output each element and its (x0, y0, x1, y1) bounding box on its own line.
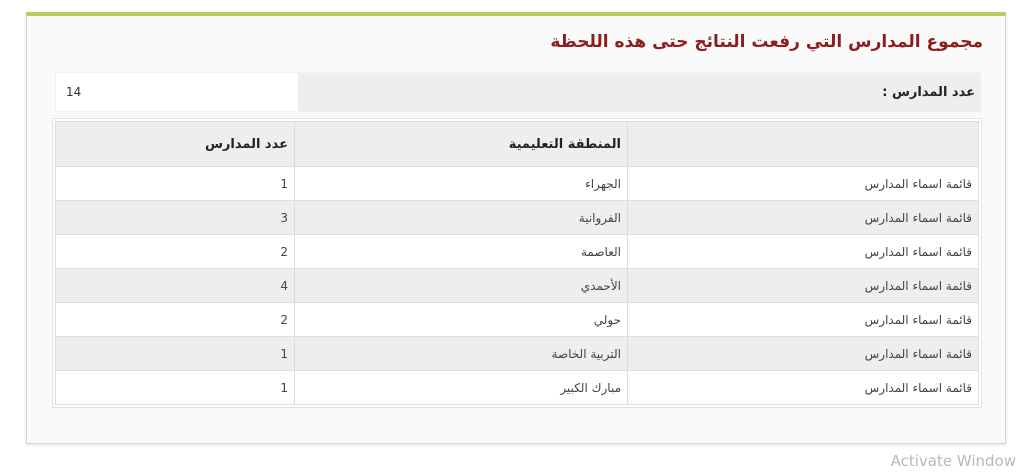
activate-windows-watermark: Activate Window (890, 452, 1016, 470)
count-cell: 4 (56, 269, 295, 303)
summary-value: 14 (55, 72, 299, 112)
school-list-link[interactable]: قائمة اسماء المدارس (628, 235, 979, 269)
table-row (56, 337, 979, 371)
region-cell: العاصمة (295, 235, 628, 269)
table-row (56, 201, 979, 235)
region-cell: الجهراء (295, 167, 628, 201)
region-cell: التربية الخاصة (295, 337, 628, 371)
school-list-link[interactable]: قائمة اسماء المدارس (628, 269, 979, 303)
table-row (56, 269, 979, 303)
count-cell: 3 (56, 201, 295, 235)
table-row (56, 371, 979, 405)
school-list-link[interactable]: قائمة اسماء المدارس (628, 337, 979, 371)
count-cell: 2 (56, 303, 295, 337)
region-cell: الأحمدي (295, 269, 628, 303)
header-region-column: المنطقة التعليمية (295, 122, 628, 167)
region-cell: الفروانية (295, 201, 628, 235)
table-row (56, 235, 979, 269)
results-table-container (52, 118, 982, 408)
results-panel (26, 12, 1006, 444)
school-list-link[interactable]: قائمة اسماء المدارس (628, 371, 979, 405)
count-cell: 1 (56, 371, 295, 405)
header-count-column: عدد المدارس (56, 122, 295, 167)
results-table (55, 121, 979, 405)
count-cell: 2 (56, 235, 295, 269)
count-cell: 1 (56, 167, 295, 201)
region-cell: مبارك الكبير (295, 371, 628, 405)
summary-label: عدد المدارس : (299, 72, 981, 112)
table-header-row (56, 122, 979, 167)
table-row (56, 167, 979, 201)
school-count-summary (55, 72, 981, 112)
school-list-link[interactable]: قائمة اسماء المدارس (628, 201, 979, 235)
school-list-link[interactable]: قائمة اسماء المدارس (628, 167, 979, 201)
table-row (56, 303, 979, 337)
school-list-link[interactable]: قائمة اسماء المدارس (628, 303, 979, 337)
header-link-column (628, 122, 979, 167)
count-cell: 1 (56, 337, 295, 371)
page-title: مجموع المدارس التي رفعت النتائج حتى هذه اللحظة (550, 32, 983, 52)
region-cell: حولي (295, 303, 628, 337)
